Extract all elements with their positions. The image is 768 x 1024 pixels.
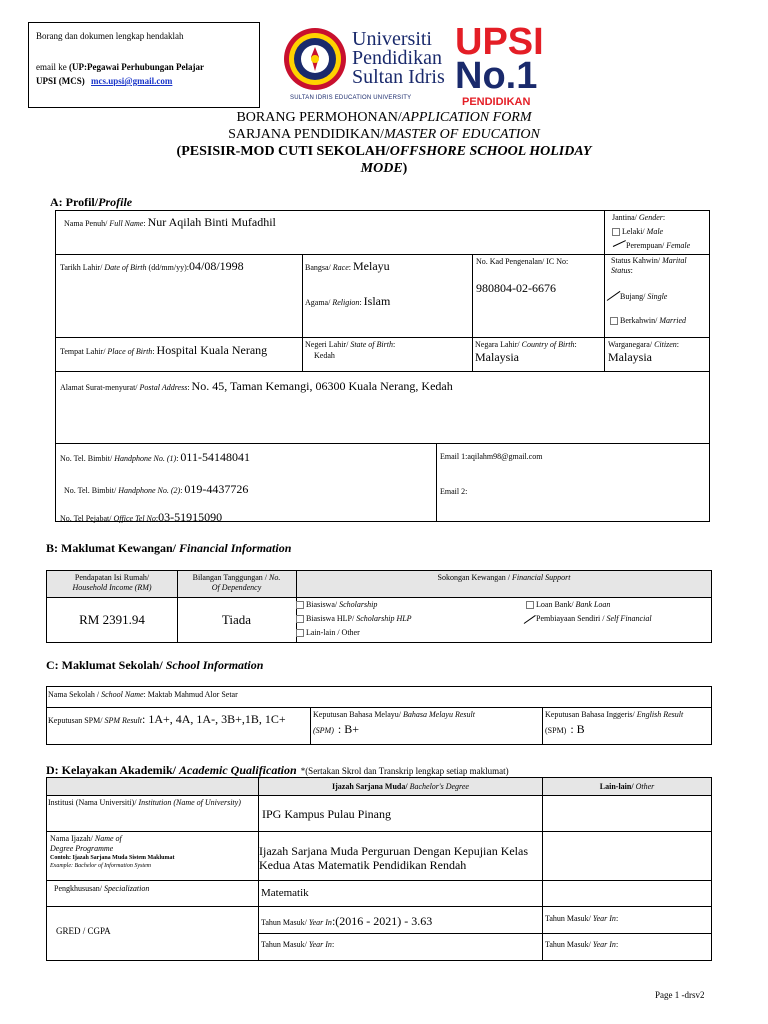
marital-single-option[interactable]: Bujang/ Single — [620, 292, 668, 301]
seal-icon — [283, 27, 347, 91]
title-line3: (PESISIR-MOD CUTI SEKOLAH/ — [176, 144, 390, 159]
brand-no1: No.1 — [455, 55, 538, 97]
gred-cgpa-label: GRED / CGPA — [56, 926, 111, 936]
handphone2-value: 019-4437726 — [184, 482, 249, 496]
year-in-other-2[interactable]: Tahun Masuk/ Year In: — [545, 940, 619, 949]
notice-line3 — [36, 76, 172, 86]
other-checkbox[interactable] — [296, 629, 304, 637]
spm-result-field[interactable]: Keputusan SPM/ SPM Result: 1A+, 4A, 1A-, 3B+,1B, 1C+ — [48, 712, 286, 726]
notice-line2-prefix: email ke — [36, 62, 69, 72]
income-value[interactable]: RM 2391.94 — [79, 612, 145, 627]
office-tel-value: 03-51915090 — [158, 510, 223, 524]
support-bank-loan[interactable]: Loan Bank/ Bank Loan — [526, 600, 610, 610]
full-name-value: Nur Aqilah Binti Mufadhil — [147, 215, 276, 229]
pob-value: Hospital Kuala Nerang — [156, 343, 268, 357]
marital-married-option[interactable]: Berkahwin/ Married — [610, 316, 686, 326]
hlp-checkbox[interactable] — [296, 615, 304, 623]
school-name-field[interactable]: Nama Sekolah / School Name: Maktab Mahmud Alor Setar — [48, 690, 238, 699]
handphone2-field[interactable]: No. Tel. Bimbit/ Handphone No. (2): 019-4437726 — [64, 482, 249, 496]
notice-line3-bold: UPSI (MCS) — [36, 76, 85, 86]
title-line1-italic: APPLICATION FORM — [401, 110, 532, 125]
year-in-degree-1[interactable]: Tahun Masuk/ Year In:(2016 - 2021) - 3.63 — [261, 914, 433, 928]
gender-male-option[interactable]: Lelaki/ Male — [612, 227, 663, 237]
support-hlp[interactable]: Biasiswa HLP/ Scholarship HLP — [296, 614, 412, 624]
male-checkbox[interactable] — [612, 228, 620, 236]
bank-loan-checkbox[interactable] — [526, 601, 534, 609]
degree-col-header: Ijazah Sarjana Muda/ Bachelor's Degree — [332, 782, 469, 791]
title-line2-italic: MASTER OF EDUCATION — [384, 127, 540, 142]
year-in-degree-2[interactable]: Tahun Masuk/ Year In: — [261, 940, 335, 949]
address-field[interactable]: Alamat Surat-menyurat/ Postal Address: No. 45, Taman Kemangi, 06300 Kuala Nerang, Kedah — [60, 379, 453, 393]
title-line2: SARJANA PENDIDIKAN/ — [228, 127, 385, 142]
degree-name-value[interactable]: Ijazah Sarjana Muda Perguruan Dengan Kepujian Kelas Kedua Atas Matematik Pendidikan Rendah — [259, 844, 529, 872]
other-col-header: Lain-lain/ Other — [599, 782, 655, 791]
religion-value: Islam — [363, 294, 391, 308]
citizen-label: Warganegara/ Citizen: — [608, 340, 679, 349]
pob-field[interactable]: Tempat Lahir/ Place of Birth: Hospital Kuala Nerang — [60, 343, 268, 357]
uni-line2: Pendidikan — [352, 47, 442, 69]
page-number: Page 1 -drsv2 — [655, 990, 705, 1000]
school-name-value: : Maktab Mahmud Alor Setar — [143, 690, 238, 699]
country-label: Negara Lahir/ Country of Birth: — [475, 340, 577, 349]
section-c-heading: C: Maklumat Sekolah/ School Information — [46, 658, 264, 672]
support-scholarship[interactable]: Biasiswa/ Scholarship — [296, 600, 377, 610]
brand-tag: PENDIDIKAN — [462, 96, 531, 108]
form-title — [100, 109, 668, 177]
country-value[interactable]: Malaysia — [475, 350, 519, 364]
uni-subtitle: SULTAN IDRIS EDUCATION UNIVERSITY — [290, 95, 412, 101]
dob-value: 04/08/1998 — [188, 259, 244, 273]
university-name — [352, 30, 452, 87]
title-line1: BORANG PERMOHONAN/ — [236, 110, 402, 125]
institution-label: Institusi (Nama Universiti)/ Institution (Name of University) — [48, 798, 241, 807]
dependency-value[interactable]: Tiada — [221, 612, 252, 627]
marital-label: Status Kahwin/ Marital Status: — [611, 256, 687, 275]
notice-email-link[interactable]: mcs.upsi@gmail.com — [91, 76, 173, 86]
year-in-other-1[interactable]: Tahun Masuk/ Year In: — [545, 914, 619, 923]
handphone1-field[interactable]: No. Tel. Bimbit/ Handphone No. (1): 011-54148041 — [60, 450, 250, 464]
email1-value: aqilahm98@gmail.com — [467, 452, 543, 461]
email2-field[interactable]: Email 2: — [440, 487, 468, 496]
religion-field[interactable]: Agama/ Religion: Islam — [305, 294, 391, 308]
institution-value[interactable]: IPG Kampus Pulau Pinang — [262, 807, 391, 821]
bi-result-field[interactable]: Keputusan Bahasa Inggeris/ English Result (SPM) : B — [545, 710, 684, 736]
support-header: Sokongan Kewangan / Financial Support — [437, 573, 571, 582]
married-checkbox[interactable] — [610, 317, 618, 325]
handphone1-value: 011-54148041 — [180, 450, 250, 464]
full-name-field[interactable]: Nama Penuh/ Full Name: Nur Aqilah Binti Mufadhil — [64, 215, 276, 229]
degree-name-label: Nama Ijazah/ Name of Degree Programme Contoh: Ijazah Sarjana Muda Sistem Maklumat Example: Bachelor of Information System — [50, 834, 175, 869]
bm-result-field[interactable]: Keputusan Bahasa Melayu/ Bahasa Melayu Result (SPM) : B+ — [313, 710, 475, 736]
notice-line1: Borang dan dokumen lengkap hendaklah — [36, 31, 184, 41]
specialization-label: Pengkhususan/ Specialization — [54, 884, 150, 893]
notice-line2-bold: (UP:Pegawai Perhubungan Pelajar — [69, 62, 204, 72]
year-in-value: :(2016 - 2021) - 3.63 — [331, 914, 433, 928]
section-b-heading: B: Maklumat Kewangan/ Financial Information — [46, 541, 292, 555]
title-line3-italic: OFFSHORE SCHOOL HOLIDAY — [389, 144, 592, 159]
bm-result-value: : B+ — [337, 722, 359, 736]
address-value: No. 45, Taman Kemangi, 06300 Kuala Nerang, Kedah — [191, 379, 453, 393]
race-field[interactable]: Bangsa/ Race: Melayu — [305, 259, 390, 273]
title-line4-end: ) — [402, 161, 408, 176]
section-d-heading: D: Kelayakan Akademik/ Academic Qualification *(Sertakan Skrol dan Transkrip lengkap setiap maklumat) — [46, 763, 509, 777]
dob-field[interactable]: Tarikh Lahir/ Date of Birth (dd/mm/yy):04/08/1998 — [60, 259, 244, 273]
specialization-value[interactable]: Matematik — [261, 887, 309, 899]
dependency-header: Bilangan Tanggungan / No. Of Dependency — [192, 573, 281, 592]
title-line4-italic: MODE — [360, 161, 403, 176]
scholarship-checkbox[interactable] — [296, 601, 304, 609]
income-header: Pendapatan Isi Rumah/ Household Income (RM) — [72, 573, 152, 592]
uni-line1: Universiti — [352, 28, 432, 50]
notice-line2 — [36, 62, 204, 72]
spm-result-value: : 1A+, 4A, 1A-, 3B+,1B, 1C+ — [142, 712, 286, 726]
uni-line3: Sultan Idris — [352, 66, 445, 88]
gender-label: Jantina/ Gender: — [612, 213, 666, 222]
email1-field[interactable]: Email 1:aqilahm98@gmail.com — [440, 452, 543, 461]
support-self-financial[interactable]: Pembiayaan Sendiri / Self Financial — [536, 614, 652, 623]
support-other[interactable]: Lain-lain / Other — [296, 628, 360, 638]
bi-result-value: : B — [570, 722, 585, 736]
citizen-value[interactable]: Malaysia — [608, 350, 652, 364]
section-a-heading: A: Profil/Profile — [50, 195, 133, 209]
university-seal — [283, 27, 347, 91]
ic-value[interactable]: 980804-02-6676 — [476, 281, 556, 295]
ic-label: No. Kad Pengenalan/ IC No: — [476, 257, 569, 266]
state-label: Negeri Lahir/ State of Birth: — [305, 340, 396, 349]
gender-female-option[interactable]: Perempuan/ Female — [626, 241, 691, 250]
brand-upsi: UPSI — [455, 21, 544, 63]
office-tel-field[interactable]: No. Tel Pejabat/ Office Tel No:03-51915090 — [60, 510, 223, 524]
race-value: Melayu — [353, 259, 390, 273]
state-value[interactable]: Kedah — [314, 351, 335, 360]
